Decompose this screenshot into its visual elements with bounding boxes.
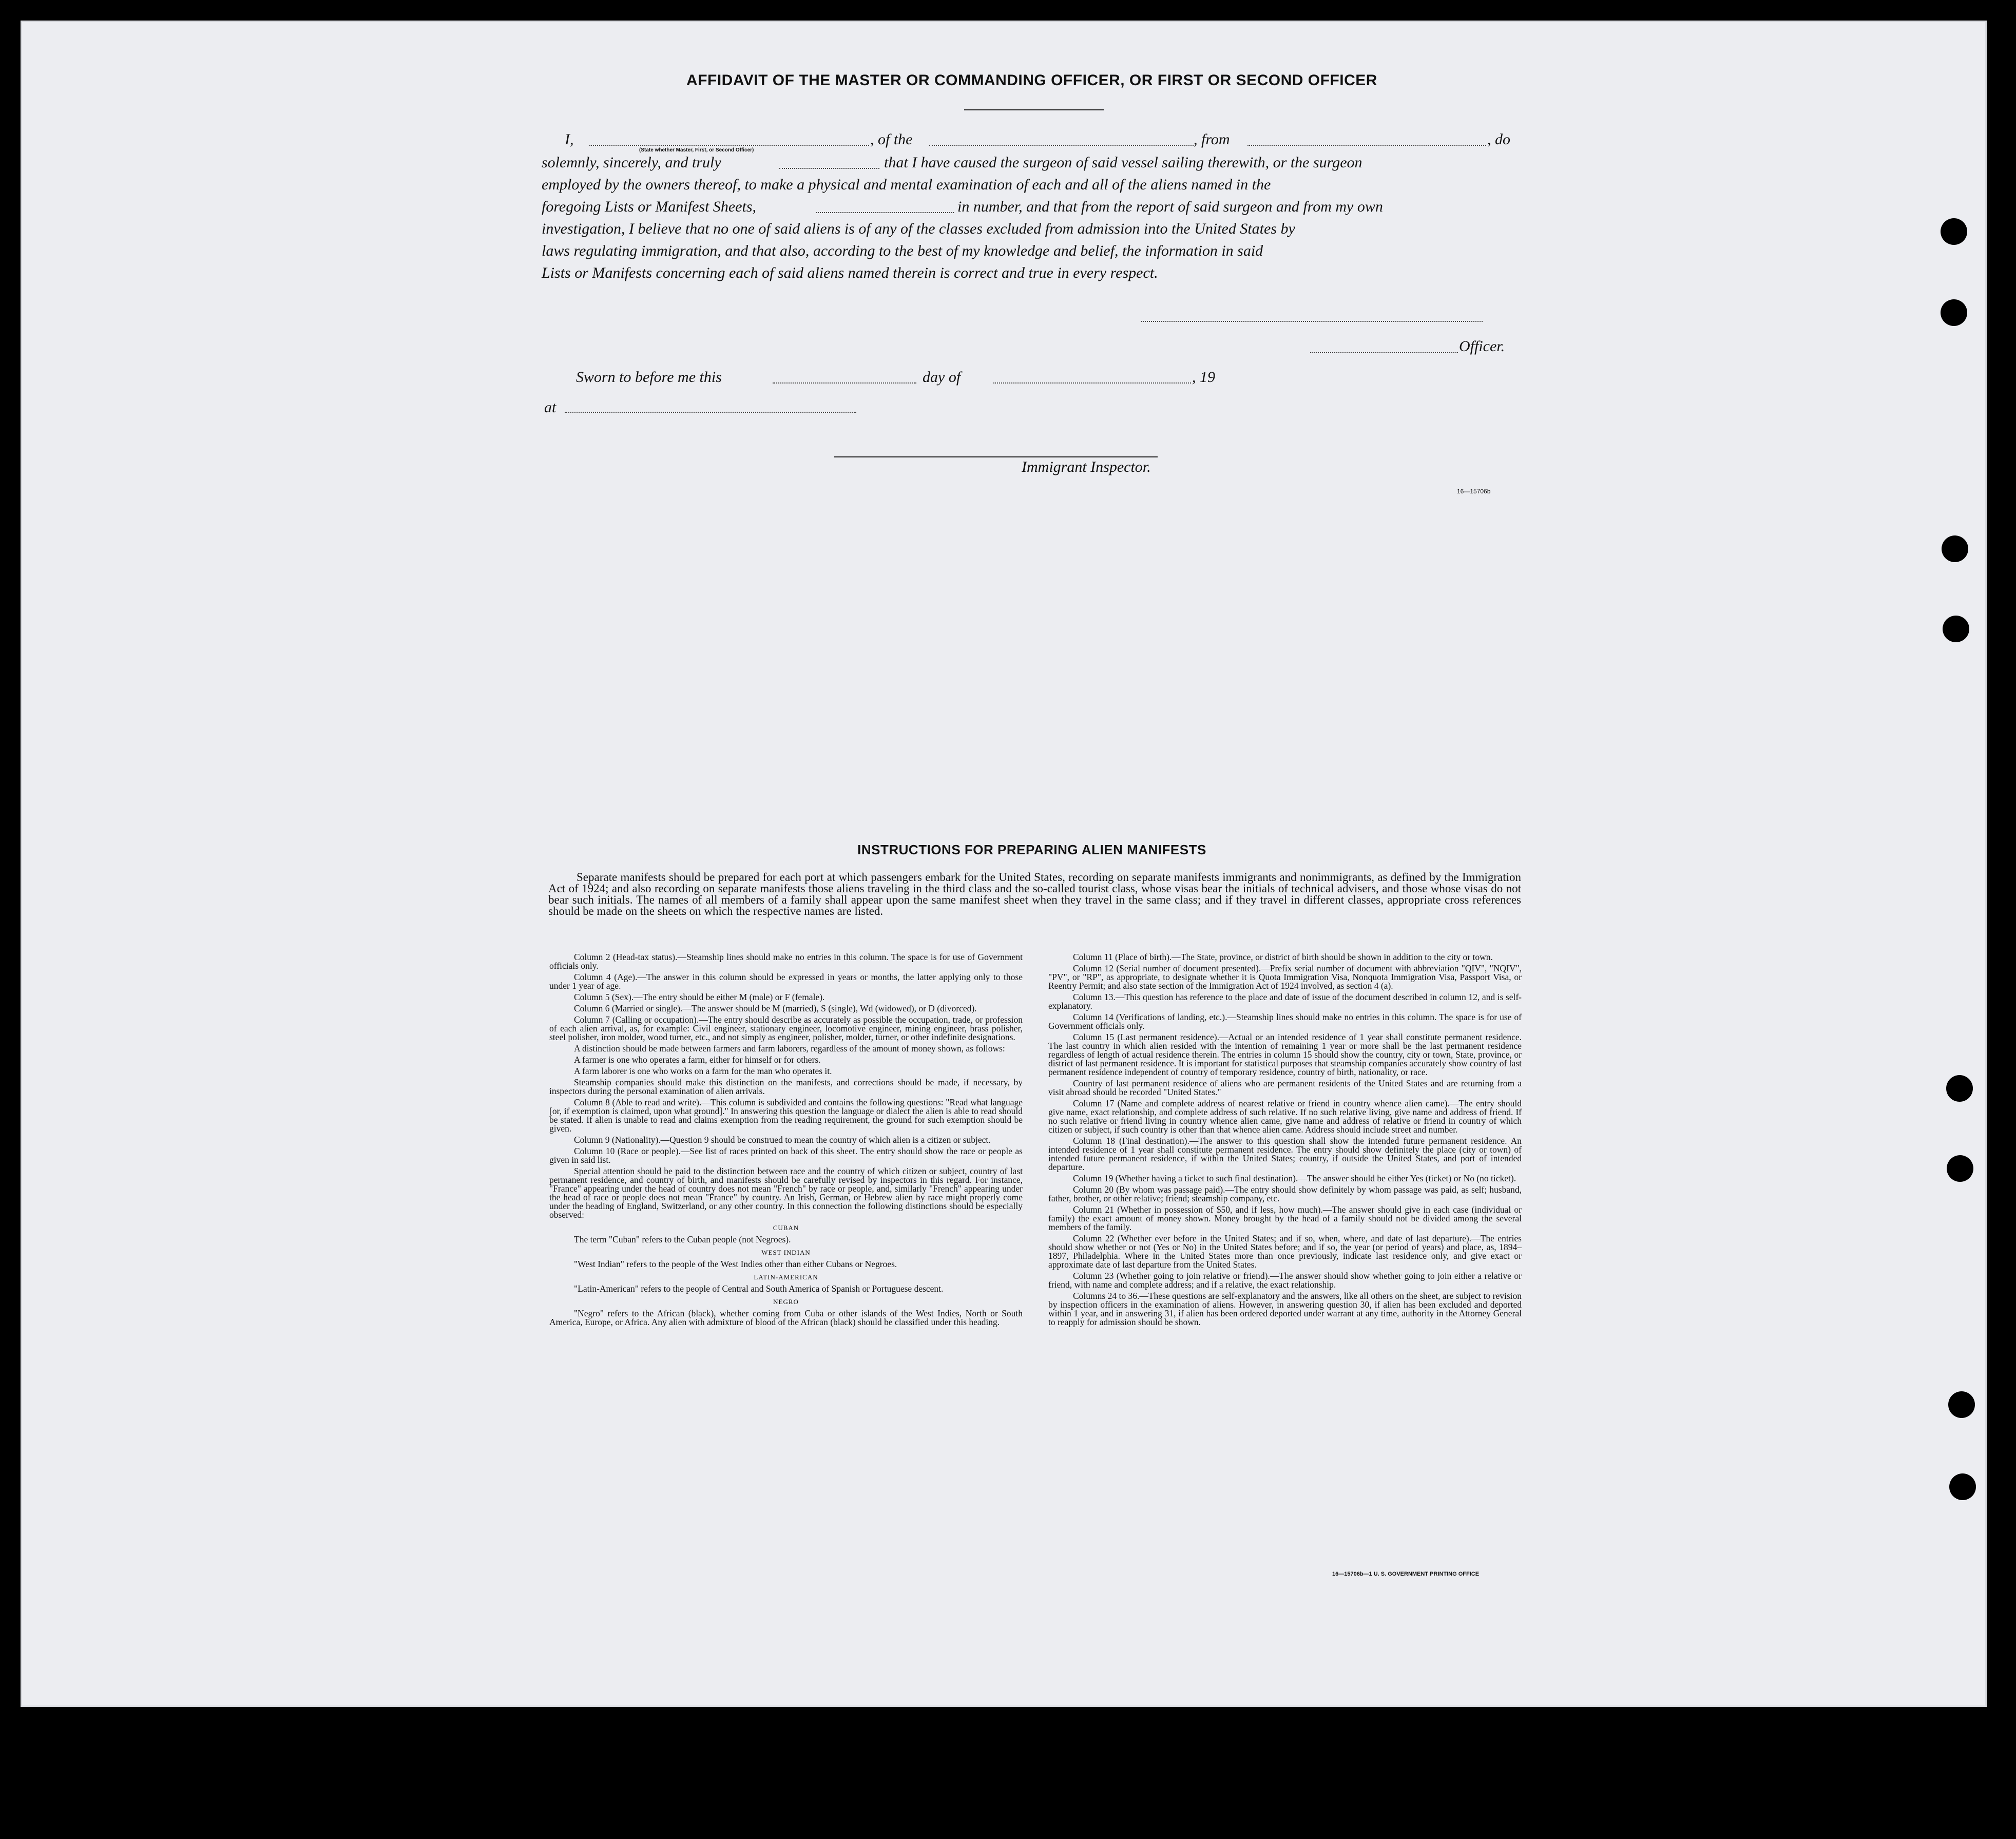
affidavit-line3: employed by the owners thereof, to make a physical and mental examination of each and all of the aliens named in the	[542, 176, 1271, 193]
instruction-paragraph: A distinction should be made between farmers and farm laborers, regardless of the amount of money shown, as follows:	[574, 1043, 1005, 1053]
west-indian-definition: "West Indian" refers to the people of the West Indies other than either Cubans or Negroes.	[574, 1259, 897, 1269]
sworn-month-field[interactable]	[993, 382, 1191, 384]
year-label: , 19	[1192, 369, 1215, 386]
instruction-paragraph: Steamship companies should make this distinction on the manifests, and corrections should be made, if necessary, by inspectors during the personal examination of alien arrivals.	[549, 1077, 1023, 1096]
printing-office-footer: 16—15706b—1 U. S. GOVERNMENT PRINTING OFFICE	[1332, 1571, 1480, 1577]
instruction-paragraph: A farm laborer is one who works on a farm for the man who operates it.	[574, 1066, 832, 1076]
instruction-paragraph: Column 13.—This question has reference to the place and date of issue of the document described in column 12, and is self-explanatory.	[1048, 992, 1522, 1011]
instruction-paragraph: Special attention should be paid to the distinction between race and the country of which citizen or subject, country of last permanent residence, and country of birth, and manifests should be carefully revised by inspectors in this regard. For instance, "France" appearing under the head of country does not mean "French" by race or people, and, similarly "French" appearing under the head of race or people does not mean "France" by country. An Irish, German, or Hebrew alien by race might properly come under the heading of England, Switzerland, or any other country. In this connection the following distinctions should be especially observed:	[549, 1166, 1023, 1220]
instruction-paragraph: Column 12 (Serial number of document presented).—Prefix serial number of document with abbreviation "QIV", "NQIV", "PV", or "RP", as appropriate, to designate whether it is Quota Immigration Visa, Nonquota Immigration Visa, Passport Visa, or Reentry Permit; and also state section of the Immigration Act of 1924 involved, as section 4 (a).	[1048, 963, 1522, 991]
vessel-name-field[interactable]	[929, 145, 1194, 146]
punch-hole	[1949, 1473, 1976, 1500]
officer-title-field[interactable]	[1310, 352, 1458, 353]
sworn-place-field[interactable]	[565, 412, 856, 413]
day-of-label: day of	[923, 369, 961, 386]
affidavit-do: , do	[1487, 131, 1510, 148]
instruction-paragraph: Column 15 (Last permanent residence).—Actual or an intended residence of 1 year shall constitute permanent residence. The last country in which alien resided with the intention of remaining 1 year or more shall be the last permanent residence regardless of length of actual residence therein. The entries in column 15 should show the country, city or town, State, province, or district of last permanent residence. It is important for statistical purposes that steamship companies accurately show country of last permanent residence independent of country of temporary residence, country of birth, nationality, or race.	[1048, 1032, 1522, 1077]
officer-rank-field[interactable]	[589, 145, 869, 146]
punch-hole	[1946, 1075, 1973, 1102]
affidavit-i: I,	[565, 131, 574, 148]
instruction-paragraph: Column 22 (Whether ever before in the United States; and if so, when, where, and date of last departure).—The entries should show whether or not (Yes or No) in the United States before; and if so, the year (or period of years) and place, as, 1894–1897, Philadelphia. Where in the United States more than once previously, indicate last residence only, and give exact or approximate date of last departure from the United States.	[1048, 1233, 1522, 1270]
punch-hole	[1943, 616, 1969, 642]
sheet-count-field[interactable]	[816, 212, 954, 213]
punch-hole	[1942, 535, 1968, 562]
affidavit-line6: laws regulating immigration, and that also, according to the best of my knowledge and belief, the information in said	[542, 242, 1263, 259]
instruction-paragraph: Column 20 (By whom was passage paid).—The entry should show definitely by whom passage was paid, as self; husband, father, brother, or other relative; friend; steamship company, etc.	[1048, 1184, 1522, 1203]
port-from-field[interactable]	[1247, 145, 1486, 146]
cuban-heading: CUBAN	[773, 1224, 799, 1232]
instruction-paragraph: Column 14 (Verifications of landing, etc.).—Steamship lines should make no entries in this column. The space is for use of Government officials only.	[1048, 1012, 1522, 1031]
instruction-paragraph: Column 17 (Name and complete address of nearest relative or friend in country whence alien came).—The entry should give name, exact relationship, and complete address of such relative. If no such relative living, give name and address of friend. If no such relative or friend living in country whence alien came, give name and address of relative or friend in country of which citizen or subject, if such country is other than that whence alien came. Address should include street and number.	[1048, 1098, 1522, 1135]
instruction-paragraph: Column 18 (Final destination).—The answer to this question shall show the intended future permanent residence. An intended residence of 1 year shall constitute permanent residence. The entry should show definitely the place (city or town) of intended future permanent residence, if within the United States; country, if outside the United States, and port of intended departure.	[1048, 1136, 1522, 1172]
instruction-paragraph: Column 4 (Age).—The answer in this column should be expressed in years or months, the latter applying only to those under 1 year of age.	[549, 972, 1023, 991]
affidavit-line7: Lists or Manifests concerning each of said aliens named therein is correct and true in every respect.	[542, 264, 1158, 281]
instruction-paragraph: Column 2 (Head-tax status).—Steamship lines should make no entries in this column. The space is for use of Government officials only.	[549, 952, 1023, 971]
instructions-right-column	[1048, 953, 1522, 1329]
affidavit-line2-start: solemnly, sincerely, and truly	[542, 154, 721, 171]
officer-label: Officer.	[1459, 338, 1505, 355]
oath-field[interactable]	[779, 168, 879, 169]
affidavit-of-the: , of the	[870, 131, 913, 148]
punch-hole	[1941, 299, 1967, 326]
affidavit-line4-start: foregoing Lists or Manifest Sheets,	[542, 198, 757, 215]
inspector-signature-line[interactable]	[834, 456, 1158, 457]
form-number: 16—15706b	[1457, 488, 1491, 495]
affidavit-title: AFFIDAVIT OF THE MASTER OR COMMANDING OFFICER, OR FIRST OR SECOND OFFICER	[686, 72, 1377, 89]
sworn-day-field[interactable]	[773, 382, 916, 384]
instruction-paragraph: Column 9 (Nationality).—Question 9 should be construed to mean the country of which alien is a citizen or subject.	[574, 1135, 991, 1145]
instruction-paragraph: Column 23 (Whether going to join relative or friend).—The answer should show whether going to join either a relative or friend, with name and complete address; and if a relative, the exact relationship.	[1048, 1271, 1522, 1290]
instruction-paragraph: Column 7 (Calling or occupation).—The entry should describe as accurately as possible the occupation, trade, or profession of each alien arrival, as, for example: Civil engineer, stationary engineer, locomotive engineer, mining engineer, brass polisher, steel polisher, iron molder, wood turner, etc., and not simply as engineer, polisher, molder, turner, or other indefinite designations.	[549, 1014, 1023, 1042]
punch-hole	[1941, 218, 1967, 245]
affidavit-line5: investigation, I believe that no one of said aliens is of any of the classes excluded from admission into the United States by	[542, 220, 1295, 237]
inspector-label: Immigrant Inspector.	[1022, 458, 1151, 475]
instruction-paragraph: Columns 24 to 36.—These questions are self-explanatory and the answers, like all others on the sheet, are subject to revision by inspection officers in the examination of aliens. However, in answering question 30, if alien has been excluded and deported within 1 year, and in answering 31, if alien has been ordered deported under warrant at any time, authority in the Attorney General to reapply for admission should be shown.	[1048, 1291, 1522, 1327]
at-label: at	[544, 399, 556, 416]
negro-definition: "Negro" refers to the African (black), whether coming from Cuba or other islands of the West Indies, North or South America, Europe, or Africa. Any alien with admixture of blood of the African (black) should be classified under this heading.	[549, 1308, 1023, 1327]
instruction-paragraph: Column 21 (Whether in possession of $50, and if less, how much).—The answer should give in each case (individual or family) the exact amount of money shown. Money brought by the head of a family should not be divided among the several members of the family.	[1048, 1204, 1522, 1232]
instruction-paragraph: Country of last permanent residence of aliens who are permanent residents of the United States and are returning from a visit abroad should be recorded "United States."	[1048, 1078, 1522, 1097]
instructions-title: INSTRUCTIONS FOR PREPARING ALIEN MANIFESTS	[857, 842, 1206, 857]
cuban-definition: The term "Cuban" refers to the Cuban people (not Negroes).	[574, 1234, 791, 1244]
instruction-paragraph: Column 10 (Race or people).—See list of races printed on back of this sheet. The entry should show the race or people as given in said list.	[549, 1146, 1023, 1165]
negro-heading: NEGRO	[773, 1298, 799, 1306]
signature-line[interactable]	[1141, 321, 1483, 322]
instructions-left-column	[549, 953, 1023, 1329]
instruction-paragraph: Column 6 (Married or single).—The answer should be M (married), S (single), Wd (widowed), or D (divorced).	[574, 1003, 977, 1013]
affidavit-line4-rest: in number, and that from the report of said surgeon and from my own	[957, 198, 1383, 215]
instruction-paragraph: Column 19 (Whether having a ticket to such final destination).—The answer should be either Yes (ticket) or No (no ticket).	[1073, 1173, 1516, 1183]
instruction-paragraph: A farmer is one who operates a farm, either for himself or for others.	[574, 1055, 821, 1065]
affidavit-line2-rest: that I have caused the surgeon of said vessel sailing therewith, or the surgeon	[884, 154, 1362, 171]
west-indian-heading: WEST INDIAN	[761, 1249, 811, 1256]
latin-american-heading: LATIN-AMERICAN	[754, 1273, 818, 1281]
instruction-paragraph: Column 5 (Sex).—The entry should be either M (male) or F (female).	[574, 992, 825, 1002]
punch-hole	[1948, 1391, 1975, 1418]
title-underline	[964, 109, 1104, 110]
officer-rank-hint: (State whether Master, First, or Second Officer)	[639, 147, 754, 153]
affidavit-from: , from	[1194, 131, 1230, 148]
instruction-paragraph: Column 11 (Place of birth).—The State, province, or district of birth should be shown in addition to the city or town.	[1073, 952, 1493, 962]
latin-american-definition: "Latin-American" refers to the people of Central and South America of Spanish or Portuguese descent.	[574, 1284, 944, 1294]
punch-hole	[1947, 1155, 1973, 1182]
sworn-label: Sworn to before me this	[576, 369, 722, 386]
instruction-paragraph: Column 8 (Able to read and write).—This column is subdivided and contains the following questions: "Read what language [or, if exemption is claimed, upon what ground]." In answering this question the language or dialect the alien is able to read should be stated. If alien is unable to read and claims exemption from the reading requirement, the ground for such exemption should be given.	[549, 1097, 1023, 1134]
instructions-intro: Separate manifests should be prepared for each port at which passengers embark for the United States, recording on separate manifests immigrants and nonimmigrants, as defined by the Immigration Act of 1924; and also recording on separate manifests those aliens traveling in the third class and the so-called tourist class, whose visas bear the initials of technical advisers, and those whose visas do not bear such initials. The names of all members of a family shall appear upon the same manifest sheet when they travel in the same class; and if they travel in different classes, appropriate cross references should be made on the sheets on which the respective names are listed.	[548, 871, 1521, 917]
